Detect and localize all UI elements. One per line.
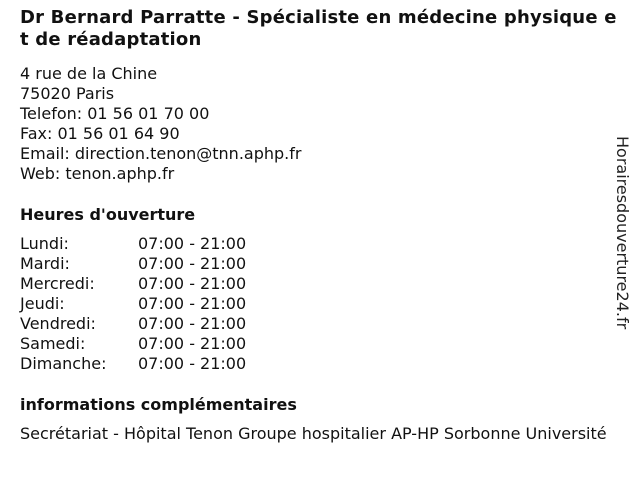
hours-time-value: 07:00 - 21:00 (138, 334, 247, 353)
hours-day-label: Samedi: (20, 334, 86, 353)
hours-day-label: Lundi: (20, 234, 69, 253)
hours-time-value: 07:00 - 21:00 (138, 254, 247, 273)
hours-row-friday (20, 314, 246, 334)
additional-info-heading: informations complémentaires (20, 395, 297, 414)
address-postal-city: 75020 Paris (20, 84, 115, 103)
site-watermark: Horairesdouverture24.fr (613, 136, 632, 330)
website: Web: tenon.aphp.fr (20, 164, 175, 183)
hours-row-thursday (20, 294, 246, 314)
hours-day-label: Mercredi: (20, 274, 95, 293)
page-title: Dr Bernard Parratte - Spécialiste en médecine physique et de réadaptation (20, 7, 617, 50)
hours-row-tuesday (20, 254, 246, 274)
hours-day-label: Jeudi: (20, 294, 65, 313)
hours-row-wednesday (20, 274, 246, 294)
hours-time-value: 07:00 - 21:00 (138, 294, 247, 313)
hours-day-label: Mardi: (20, 254, 70, 273)
email-address: Email: direction.tenon@tnn.aphp.fr (20, 144, 302, 163)
hours-time-value: 07:00 - 21:00 (138, 234, 247, 253)
hours-day-label: Dimanche: (20, 354, 107, 373)
fax-number: Fax: 01 56 01 64 90 (20, 124, 180, 143)
opening-hours-heading: Heures d'ouverture (20, 205, 196, 224)
hours-time-value: 07:00 - 21:00 (138, 274, 247, 293)
opening-hours-table (20, 234, 246, 374)
hours-time-value: 07:00 - 21:00 (138, 314, 247, 333)
address-street: 4 rue de la Chine (20, 64, 158, 83)
phone-number: Telefon: 01 56 01 70 00 (20, 104, 210, 123)
additional-info-text: Secrétariat - Hôpital Tenon Groupe hospitalier AP-HP Sorbonne Université (20, 424, 607, 443)
hours-row-sunday (20, 354, 246, 374)
hours-row-monday (20, 234, 246, 254)
contact-block (20, 64, 301, 184)
hours-time-value: 07:00 - 21:00 (138, 354, 247, 373)
hours-day-label: Vendredi: (20, 314, 96, 333)
hours-row-saturday (20, 334, 246, 354)
